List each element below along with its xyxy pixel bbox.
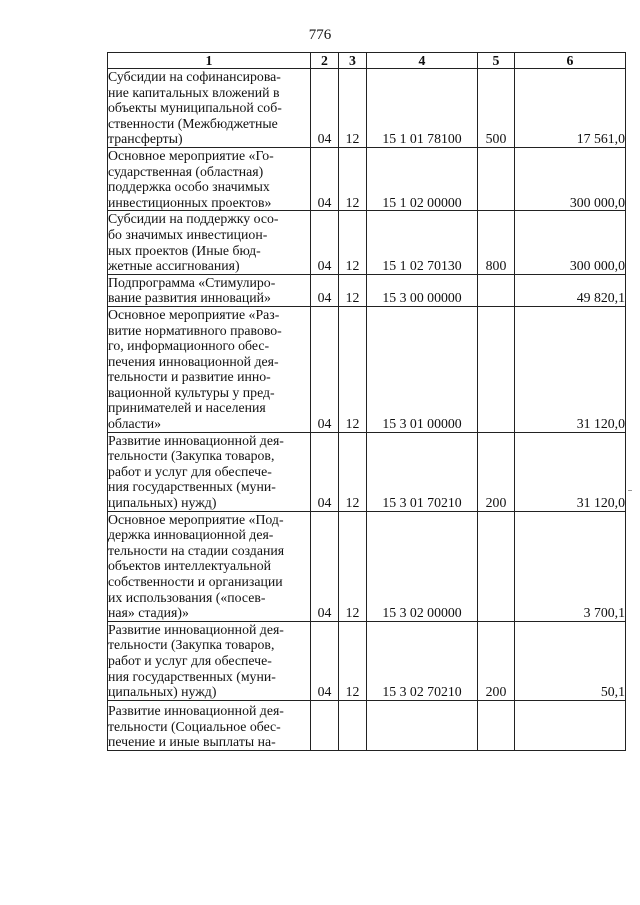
expense-type-cell	[478, 306, 515, 432]
section-code-cell: 04	[311, 69, 339, 148]
table-row	[108, 511, 626, 621]
item-name-cell: Подпрограмма «Стимулиро- вание развития инноваций»	[108, 274, 311, 306]
item-name-cell: Основное мероприятие «Го- сударственная (областная) поддержка особо значимых инвестиционных проектов»	[108, 147, 311, 210]
expense-type-cell: 500	[478, 69, 515, 148]
target-article-cell: 15 1 02 70130	[367, 211, 478, 274]
table-row	[108, 211, 626, 274]
amount-cell: 49 820,1	[515, 274, 626, 306]
amount-cell: 50,1	[515, 621, 626, 700]
amount-cell: 300 000,0	[515, 147, 626, 210]
amount-cell: 17 561,0	[515, 69, 626, 148]
amount-cell: 300 000,0	[515, 211, 626, 274]
section-code-cell: 04	[311, 511, 339, 621]
item-name-cell: Развитие инновационной дея- тельности (Закупка товаров, работ и услуг для обеспече- ния государственных (муни- ципальных) нужд)	[108, 621, 311, 700]
amount-cell: 31 120,0	[515, 432, 626, 511]
subsection-code-cell: 12	[339, 274, 367, 306]
section-code-cell: 04	[311, 211, 339, 274]
expense-type-cell: 200	[478, 621, 515, 700]
target-article-cell: 15 3 01 70210	[367, 432, 478, 511]
expense-type-cell	[478, 274, 515, 306]
item-name-cell: Развитие инновационной дея- тельности (Закупка товаров, работ и услуг для обеспече- ния государственных (муни- ципальных) нужд)	[108, 432, 311, 511]
table-row	[108, 432, 626, 511]
target-article-cell: 15 1 02 00000	[367, 147, 478, 210]
expense-type-cell: 800	[478, 211, 515, 274]
section-code-cell	[311, 700, 339, 750]
target-article-cell: 15 3 01 00000	[367, 306, 478, 432]
subsection-code-cell: 12	[339, 511, 367, 621]
subsection-code-cell: 12	[339, 147, 367, 210]
expense-type-cell	[478, 511, 515, 621]
section-code-cell: 04	[311, 147, 339, 210]
expense-type-cell: 200	[478, 432, 515, 511]
subsection-code-cell: 12	[339, 621, 367, 700]
column-header-5: 5	[478, 53, 515, 69]
subsection-code-cell: 12	[339, 306, 367, 432]
column-header-3: 3	[339, 53, 367, 69]
target-article-cell: 15 3 00 00000	[367, 274, 478, 306]
section-code-cell: 04	[311, 274, 339, 306]
target-article-cell: 15 3 02 70210	[367, 621, 478, 700]
subsection-code-cell: 12	[339, 211, 367, 274]
item-name-cell: Субсидии на софинансирова- ние капитальных вложений в объекты муниципальной соб- ственности (Межбюджетные трансферты)	[108, 69, 311, 148]
target-article-cell: 15 3 02 00000	[367, 511, 478, 621]
header-row	[108, 53, 626, 69]
expense-type-cell	[478, 147, 515, 210]
item-name-cell: Субсидии на поддержку осо- бо значимых инвестицион- ных проектов (Иные бюд- жетные ассигнования)	[108, 211, 311, 274]
table-row	[108, 69, 626, 148]
table-row	[108, 700, 626, 750]
item-name-cell: Основное мероприятие «Раз- витие нормативного правово- го, информационного обес- печения инновационной дея- тельности и развитие инно- вационной культуры у пред- принимателей и населения области»	[108, 306, 311, 432]
expense-type-cell	[478, 700, 515, 750]
target-article-cell	[367, 700, 478, 750]
amount-cell	[515, 700, 626, 750]
section-code-cell: 04	[311, 432, 339, 511]
table-row	[108, 621, 626, 700]
amount-cell: 3 700,1	[515, 511, 626, 621]
subsection-code-cell	[339, 700, 367, 750]
item-name-cell: Основное мероприятие «Под- держка инновационной дея- тельности на стадии создания объектов интеллектуальной собственности и организации их использования («посев- ная» стадия)»	[108, 511, 311, 621]
section-code-cell: 04	[311, 621, 339, 700]
column-header-4: 4	[367, 53, 478, 69]
table-row	[108, 147, 626, 210]
item-name-cell: Развитие инновационной дея- тельности (Социальное обес- печение и иные выплаты на-	[108, 700, 311, 750]
table-body	[108, 69, 626, 751]
subsection-code-cell: 12	[339, 432, 367, 511]
table-row	[108, 306, 626, 432]
section-code-cell: 04	[311, 306, 339, 432]
column-header-6: 6	[515, 53, 626, 69]
margin-mark	[628, 490, 632, 491]
table-row	[108, 274, 626, 306]
budget-table	[107, 52, 626, 751]
column-header-2: 2	[311, 53, 339, 69]
column-header-1: 1	[108, 53, 311, 69]
page-number: 776	[308, 27, 332, 43]
amount-cell: 31 120,0	[515, 306, 626, 432]
target-article-cell: 15 1 01 78100	[367, 69, 478, 148]
subsection-code-cell: 12	[339, 69, 367, 148]
